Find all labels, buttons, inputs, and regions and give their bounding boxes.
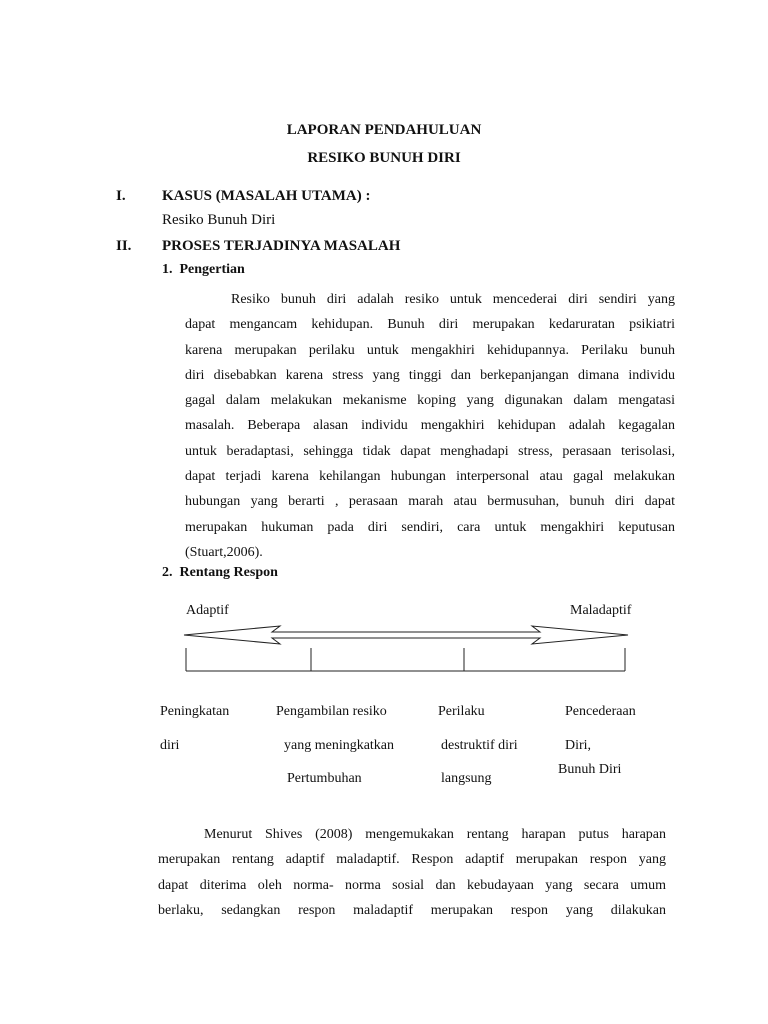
subsection-rentang-respon-heading: 2. Rentang Respon [162,565,278,580]
response-continuum-diagram [180,620,635,675]
response-2-line1: Pengambilan resiko [276,704,387,719]
paragraph-line: masalah. Beberapa alasan individu mengakhiri kehidupan adalah kegagalan [185,418,675,434]
response-3-line3: langsung [441,771,492,786]
section-1-heading: KASUS (MASALAH UTAMA) : [162,188,371,204]
response-4-line3: Bunuh Diri [558,762,622,777]
response-4-line1: Pencederaan [565,704,636,719]
document-title: LAPORAN PENDAHULUAN [286,122,482,138]
paragraph-line: (Stuart,2006). [185,544,263,560]
paragraph-line: dapat terjadi karena kehilangan hubungan interpersonal atau gagal melakukan [185,469,675,485]
paragraph-line: gagal dalam melakukan mekanisme koping yang digunakan dalam mengatasi [185,393,675,409]
response-1-line2: diri [160,738,180,753]
double-arrow-icon [184,626,628,644]
paragraph-line: karena merupakan perilaku untuk mengakhiri kehidupannya. Perilaku bunuh [185,342,675,358]
adaptif-label: Adaptif [186,603,229,618]
pengertian-paragraph [185,287,675,565]
maladaptif-label: Maladaptif [570,603,632,618]
response-3-line1: Perilaku [438,704,485,719]
section-1-numeral: I. [116,188,126,204]
response-2-line2: yang meningkatkan [284,738,395,753]
paragraph-line: Resiko bunuh diri adalah resiko untuk mencederai diri sendiri yang [231,292,675,307]
response-4-line2: Diri, [565,738,592,753]
section-2-numeral: II. [116,238,132,254]
response-3-line2: destruktif diri [441,738,518,753]
shives-paragraph [158,822,666,923]
section-1-text: Resiko Bunuh Diri [162,212,276,228]
paragraph-line: berlaku, sedangkan respon maladaptif merupakan respon yang dilakukan [158,902,666,918]
section-2-heading: PROSES TERJADINYA MASALAH [162,238,401,254]
response-1-line1: Peningkatan [160,704,230,719]
continuum-scale [186,648,625,671]
document-subtitle: RESIKO BUNUH DIRI [307,150,461,166]
paragraph-line: merupakan hukuman pada diri sendiri, cara untuk mengakhiri keputusan [185,519,675,535]
paragraph-line: untuk beradaptasi, sehingga tidak dapat menghadapi stress, perasaan terisolasi, [185,443,675,459]
subsection-pengertian-heading: 1. Pengertian [162,262,245,277]
paragraph-line: merupakan rentang adaptif maladaptif. Respon adaptif merupakan respon yang [158,852,666,868]
paragraph-line: diri disebabkan karena stress yang tinggi dan berkepanjangan dimana individu [185,367,675,383]
paragraph-line: dapat mengancam kehidupan. Bunuh diri merupakan kedaruratan psikiatri [185,317,675,333]
paragraph-line: dapat diterima oleh norma- norma sosial dan kebudayaan yang secara umum [158,877,666,893]
response-2-line3: Pertumbuhan [287,771,362,786]
paragraph-line: hubungan yang berarti , perasaan marah atau bermusuhan, bunuh diri dapat [185,494,675,510]
paragraph-line: Menurut Shives (2008) mengemukakan rentang harapan putus harapan [204,827,666,842]
